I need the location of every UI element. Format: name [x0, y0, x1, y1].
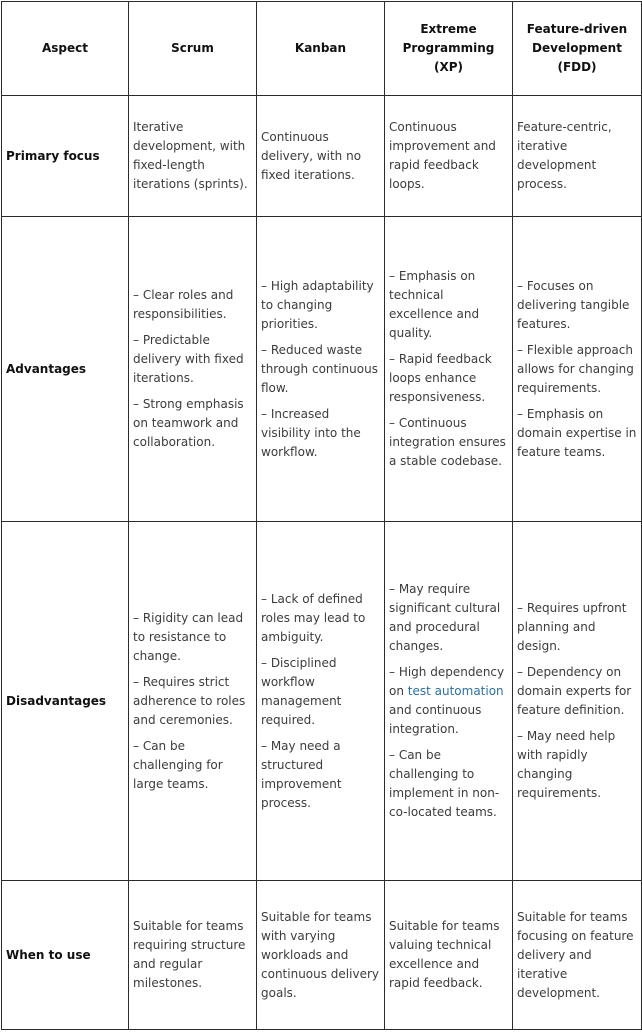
- table-row-when-to-use: [2, 881, 642, 1030]
- list-item: – Can be challenging for large teams.: [133, 738, 223, 791]
- cell-primary-focus-xp: Continuous improvement and rapid feedback loops.: [385, 96, 513, 217]
- list-item: – High adaptability to changing priorities.: [261, 278, 374, 331]
- header-scrum: Scrum: [129, 2, 257, 96]
- list-item: – Flexible approach allows for changing requirements.: [517, 342, 634, 395]
- list-item: – May need help with rapidly changing requirements.: [517, 729, 616, 800]
- list-item: – Continuous integration ensures a stable codebase.: [389, 416, 506, 468]
- list-item: – Disciplined workflow management required.: [261, 655, 342, 727]
- cell-disadvantages-kanban: [257, 522, 385, 881]
- test-automation-link[interactable]: test automation: [407, 684, 504, 698]
- table-row-advantages: [2, 217, 642, 522]
- list-item: – Rapid feedback loops enhance responsiveness.: [389, 352, 492, 404]
- cell-disadvantages-fdd: [513, 522, 642, 881]
- list-item: [389, 663, 508, 739]
- header-fdd: Feature-driven Development (FDD): [513, 2, 642, 96]
- cell-when-to-use-fdd: Suitable for teams focusing on feature delivery and iterative development.: [513, 881, 642, 1030]
- table-row-disadvantages: [2, 522, 642, 881]
- list-item-text: – High dependency on: [389, 665, 505, 698]
- row-label-when-to-use: When to use: [2, 881, 129, 1030]
- list-item: – Strong emphasis on teamwork and collaboration.: [133, 397, 244, 449]
- cell-advantages-scrum: [129, 217, 257, 522]
- header-xp: Extreme Programming (XP): [385, 2, 513, 96]
- list-item: – Lack of defined roles may lead to ambiguity.: [261, 591, 366, 644]
- header-kanban: Kanban: [257, 2, 385, 96]
- list-item: – Rigidity can lead to resistance to change.: [133, 610, 244, 663]
- list-item: – Requires upfront planning and design.: [517, 601, 627, 653]
- header-aspect: Aspect: [2, 2, 129, 96]
- list-item: – Clear roles and responsibilities.: [133, 288, 234, 321]
- methodology-comparison-table: [1, 1, 642, 1030]
- cell-when-to-use-scrum: Suitable for teams requiring structure and regular milestones.: [129, 881, 257, 1030]
- list-item: – Dependency on domain experts for feature definition.: [517, 665, 632, 717]
- cell-primary-focus-kanban: Continuous delivery, with no fixed iterations.: [257, 96, 385, 217]
- list-item: – Predictable delivery with fixed iterations.: [133, 333, 244, 385]
- list-item: – Increased visibility into the workflow.: [261, 406, 361, 459]
- header-row: [2, 2, 642, 96]
- list-item: – Emphasis on technical excellence and quality.: [389, 269, 480, 340]
- cell-advantages-kanban: [257, 217, 385, 522]
- cell-primary-focus-scrum: Iterative development, with fixed-length iterations (sprints).: [129, 96, 257, 217]
- cell-when-to-use-kanban: Suitable for teams with varying workloads and continuous delivery goals.: [257, 881, 385, 1030]
- list-item: – May require significant cultural and procedural changes.: [389, 582, 501, 653]
- cell-advantages-fdd: [513, 217, 642, 522]
- cell-advantages-xp: [385, 217, 513, 522]
- list-item: – Requires strict adherence to roles and ceremonies.: [133, 674, 246, 727]
- row-label-primary-focus: Primary focus: [2, 96, 129, 217]
- list-item: – May need a structured improvement process.: [261, 738, 342, 810]
- row-label-advantages: Advantages: [2, 217, 129, 522]
- list-item: – Emphasis on domain expertise in feature teams.: [517, 406, 637, 459]
- list-item: – Focuses on delivering tangible features.: [517, 278, 630, 331]
- row-label-disadvantages: Disadvantages: [2, 522, 129, 881]
- cell-disadvantages-scrum: [129, 522, 257, 881]
- list-item: – Can be challenging to implement in non-co-located teams.: [389, 748, 500, 819]
- list-item-text: and continuous integration.: [389, 703, 482, 736]
- table-row-primary-focus: [2, 96, 642, 217]
- cell-when-to-use-xp: Suitable for teams valuing technical excellence and rapid feedback.: [385, 881, 513, 1030]
- cell-primary-focus-fdd: Feature-centric, iterative development process.: [513, 96, 642, 217]
- list-item: – Reduced waste through continuous flow.: [261, 342, 378, 395]
- cell-disadvantages-xp: [385, 522, 513, 881]
